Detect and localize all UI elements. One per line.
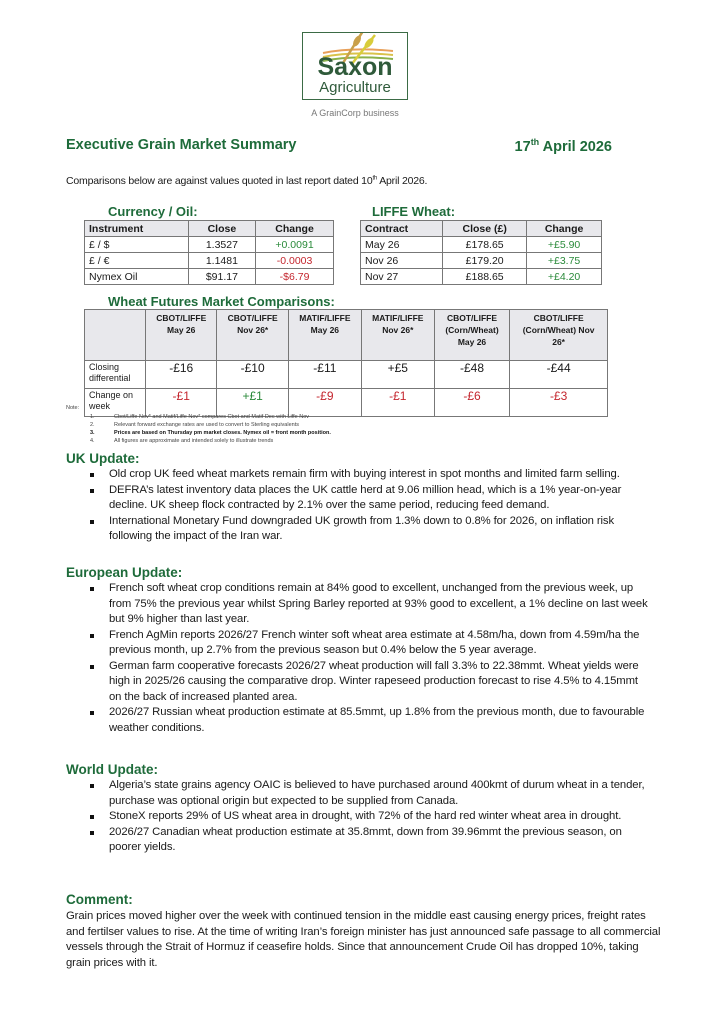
list-item: French soft wheat crop conditions remain at 84% good to excellent, unchanged from the previous week, up from 75% the previous year whilst Spring Barley reported at 93% good to excellent, a 1% decline on last week but 9% higher than last year. bbox=[88, 581, 648, 628]
col-header-line: May 26 bbox=[167, 325, 196, 335]
col-header-line: CBOT/LIFFE bbox=[156, 313, 207, 323]
note-text: Cbot/Liffe Nov* and Matif/Liffe Nov* compares Cbot and Matif Dec with Liffe Nov bbox=[114, 414, 310, 420]
table-row bbox=[85, 389, 608, 417]
intro-sup: th bbox=[372, 175, 378, 182]
close-cell: £178.65 bbox=[443, 237, 527, 253]
col-header-line: (Corn/Wheat) bbox=[445, 325, 499, 335]
note-item bbox=[66, 422, 299, 430]
note-text: Relevant forward exchange rates are used to convert to Sterling equivalents bbox=[114, 422, 299, 428]
close-cell: £188.65 bbox=[443, 269, 527, 285]
logo-sub: Agriculture bbox=[319, 79, 391, 96]
logo-brand: Saxon bbox=[317, 53, 393, 81]
close-cell: 1.3527 bbox=[188, 237, 255, 253]
col-header: Change bbox=[256, 221, 334, 237]
contract-cell: Nov 26 bbox=[361, 253, 443, 269]
list-item: International Monetary Fund downgraded UK growth from 1.3% down to 0.8% for 2026, on inflation risk following the impact of the Iran war. bbox=[88, 514, 648, 545]
list-item: 2026/27 Canadian wheat production estimate at 35.8mmt, down from 39.96mmt the previous season, on poorer yields. bbox=[88, 825, 648, 856]
change-cell: +£1 bbox=[217, 389, 288, 417]
col-header bbox=[434, 310, 509, 361]
table-header-row bbox=[85, 310, 608, 361]
closing-cell: -£16 bbox=[146, 361, 217, 389]
change-cell: -$6.79 bbox=[256, 269, 334, 285]
world-update-heading: World Update: bbox=[66, 762, 158, 777]
uk-update-list bbox=[88, 467, 648, 545]
col-header-line: CBOT/LIFFE bbox=[446, 313, 498, 323]
date-day: 17 bbox=[514, 138, 531, 155]
list-item: Old crop UK feed wheat markets remain firm with buying interest in spot months and limited farm selling. bbox=[88, 467, 648, 483]
table-header-row bbox=[361, 221, 602, 237]
note-item bbox=[66, 414, 310, 422]
col-header bbox=[146, 310, 217, 361]
note-num: 1. bbox=[90, 414, 95, 420]
list-item: German farm cooperative forecasts 2026/27 wheat production will fall 3.3% to 22.38mmt. Wheat yields were high in 2025/26 causing the comparative drop. Winter rapeseed production forecast to rise 4.5% to 4.15mmt on the back of increased planted area. bbox=[88, 659, 648, 706]
instrument-cell: Nymex Oil bbox=[85, 269, 189, 285]
note-text: All figures are approximate and intended solely to illustrate trends bbox=[114, 438, 274, 444]
european-update-list bbox=[88, 581, 648, 736]
col-header: Close bbox=[188, 221, 255, 237]
close-cell: 1.1481 bbox=[188, 253, 255, 269]
futures-caption: Wheat Futures Market Comparisons: bbox=[108, 294, 335, 309]
change-cell: -£9 bbox=[288, 389, 361, 417]
page-title: Executive Grain Market Summary bbox=[66, 137, 297, 153]
table-row bbox=[361, 253, 602, 269]
notes bbox=[66, 405, 331, 446]
change-cell: +£3.75 bbox=[527, 253, 602, 269]
currency-oil-caption: Currency / Oil: bbox=[108, 204, 198, 219]
col-header bbox=[510, 310, 608, 361]
list-item: StoneX reports 29% of US wheat area in drought, with 72% of the hard red winter wheat area in drought. bbox=[88, 809, 648, 825]
note-num: 2. bbox=[90, 422, 95, 428]
closing-cell: -£44 bbox=[510, 361, 608, 389]
change-cell: -0.0003 bbox=[256, 253, 334, 269]
change-cell: -£1 bbox=[146, 389, 217, 417]
futures-table bbox=[84, 309, 608, 417]
change-cell: +0.0091 bbox=[256, 237, 334, 253]
company-logo bbox=[302, 32, 408, 100]
intro-after: April 2026. bbox=[377, 175, 428, 187]
table-row bbox=[361, 269, 602, 285]
note-num: 3. bbox=[90, 430, 95, 436]
world-update-list bbox=[88, 778, 648, 856]
col-header bbox=[217, 310, 288, 361]
table-header-row bbox=[85, 221, 334, 237]
comment-text: Grain prices moved higher over the week with continued tension in the middle east causing energy prices, freight rates and fertilser values to rise. At the time of writing Iran’s foreign minister has just announced safe passage to all commercial vessels through the Strait of Hormuz if ceasefire holds. Since that announcement Crude Oil has dropped 10%, taking grain prices with it. bbox=[66, 910, 661, 969]
intro-text bbox=[66, 175, 427, 187]
currency-oil-table bbox=[84, 220, 334, 285]
change-cell: -£3 bbox=[510, 389, 608, 417]
date-rest: April 2026 bbox=[539, 138, 612, 155]
european-update-heading: European Update: bbox=[66, 565, 183, 580]
close-cell: $91.17 bbox=[188, 269, 255, 285]
intro-before: Comparisons below are against values quoted in last report dated 10 bbox=[66, 175, 373, 187]
col-header-line: Nov 26* bbox=[382, 325, 414, 335]
table-row bbox=[85, 237, 334, 253]
logo-tagline: A GrainCorp business bbox=[311, 108, 399, 118]
comment-heading: Comment: bbox=[66, 892, 133, 907]
change-cell: -£1 bbox=[361, 389, 434, 417]
uk-update-heading: UK Update: bbox=[66, 451, 140, 466]
empty-header bbox=[85, 310, 146, 361]
instrument-cell: £ / $ bbox=[85, 237, 189, 253]
list-item: DEFRA’s latest inventory data places the UK cattle herd at 9.06 million head, which is a 1% year-on-year decline. UK sheep flock contracted by 2.1% over the same period, reducing feed demand. bbox=[88, 483, 648, 514]
change-cell: +£4.20 bbox=[527, 269, 602, 285]
table-row bbox=[85, 361, 608, 389]
col-header bbox=[288, 310, 361, 361]
closing-cell: +£5 bbox=[361, 361, 434, 389]
close-cell: £179.20 bbox=[443, 253, 527, 269]
col-header-line: Nov 26* bbox=[237, 325, 269, 335]
table-row bbox=[85, 253, 334, 269]
col-header-line: CBOT/LIFFE bbox=[227, 313, 278, 323]
col-header: Instrument bbox=[85, 221, 189, 237]
row-label: Change on week bbox=[85, 389, 146, 417]
list-item: 2026/27 Russian wheat production estimate at 85.5mmt, up 1.8% from the previous month, due to favourable weather conditions. bbox=[88, 705, 648, 736]
col-header: Change bbox=[527, 221, 602, 237]
table-row bbox=[85, 269, 334, 285]
liffe-wheat-table bbox=[360, 220, 602, 285]
list-item: French AgMin reports 2026/27 French winter soft wheat area estimate at 4.58m/ha, down from 4.59m/ha the previous month, up 2.7% from the previous season but 0.4% below the 5 year average. bbox=[88, 628, 648, 659]
instrument-cell: £ / € bbox=[85, 253, 189, 269]
note-item bbox=[66, 438, 274, 446]
closing-cell: -£11 bbox=[288, 361, 361, 389]
change-cell: -£6 bbox=[434, 389, 509, 417]
notes-label: Note: bbox=[66, 405, 80, 411]
col-header-line: 26* bbox=[552, 337, 565, 347]
note-item bbox=[66, 430, 331, 438]
date-suffix: th bbox=[530, 137, 540, 147]
closing-cell: -£48 bbox=[434, 361, 509, 389]
col-header-line: May 26 bbox=[457, 337, 487, 347]
closing-cell: -£10 bbox=[217, 361, 288, 389]
col-header: Close (£) bbox=[443, 221, 527, 237]
col-header-line: MATIF/LIFFE bbox=[372, 313, 424, 323]
col-header-line: MATIF/LIFFE bbox=[299, 313, 351, 323]
note-num: 4. bbox=[90, 438, 95, 444]
col-header: Contract bbox=[361, 221, 443, 237]
col-header-line: (Corn/Wheat) Nov bbox=[522, 325, 595, 335]
list-item: Algeria’s state grains agency OAIC is believed to have purchased around 400kmt of durum wheat in a tender, purchase was optional origin but expected to be supplied from Canada. bbox=[88, 778, 648, 809]
report-date bbox=[515, 137, 612, 155]
contract-cell: Nov 27 bbox=[361, 269, 443, 285]
note-text: Prices are based on Thursday pm market closes. Nymex oil = front month position. bbox=[114, 430, 331, 436]
row-label: Closing differential bbox=[85, 361, 146, 389]
change-cell: +£5.90 bbox=[527, 237, 602, 253]
contract-cell: May 26 bbox=[361, 237, 443, 253]
col-header-line: CBOT/LIFFE bbox=[533, 313, 584, 323]
col-header bbox=[361, 310, 434, 361]
table-row bbox=[361, 237, 602, 253]
liffe-wheat-caption: LIFFE Wheat: bbox=[372, 204, 456, 219]
col-header-line: May 26 bbox=[310, 325, 340, 335]
